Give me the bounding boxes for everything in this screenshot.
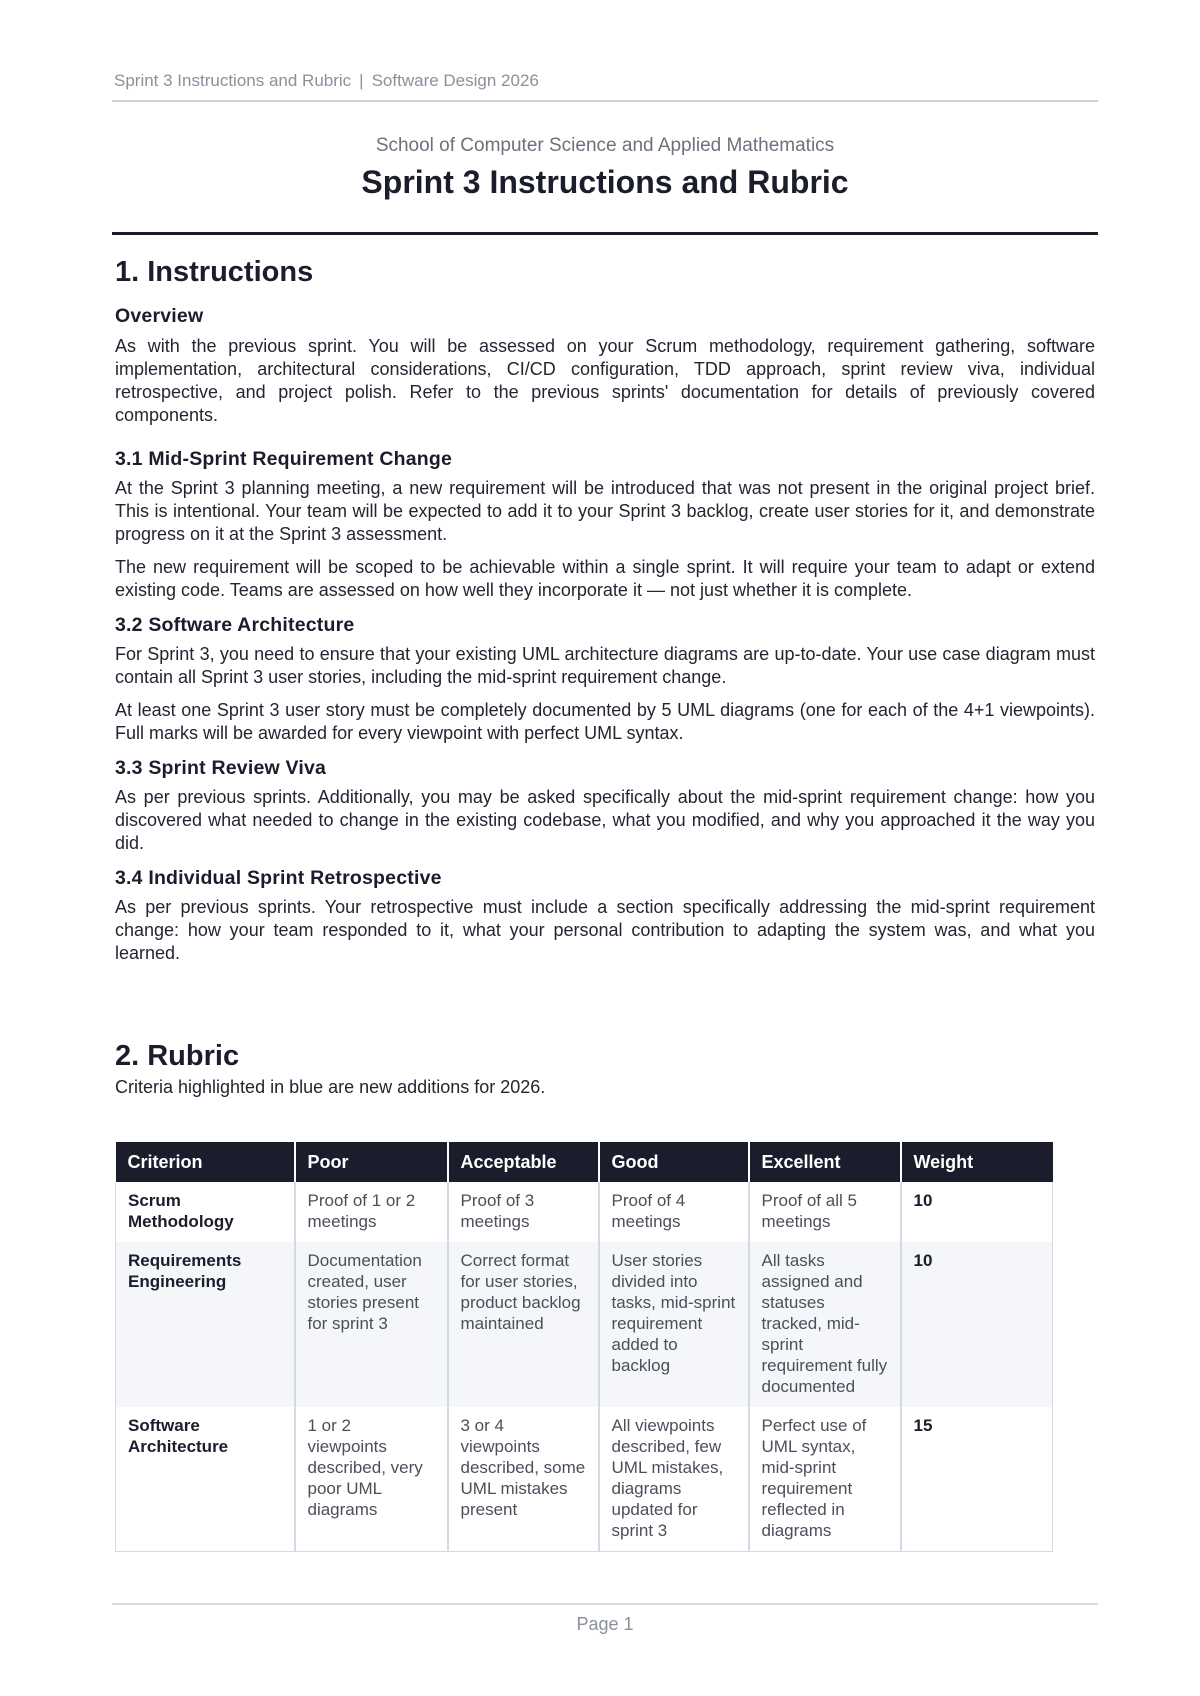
subsection-heading-3-4: 3.4 Individual Sprint Retrospective [115,867,442,889]
excellent-cell: Proof of all 5 meetings [749,1182,901,1242]
school-name: School of Computer Science and Applied Mathematics [375,135,835,156]
good-cell: All viewpoints described, few UML mistakes, diagrams updated for sprint 3 [599,1407,749,1552]
column-header-acceptable: Acceptable [448,1142,599,1182]
running-header-course: Software Design 2026 [371,71,539,90]
excellent-cell: Perfect use of UML syntax, mid-sprint requirement reflected in diagrams [749,1407,901,1552]
table-row [116,1182,1053,1242]
section-heading-instructions: 1. Instructions [115,256,314,288]
poor-cell: 1 or 2 viewpoints described, very poor UML diagrams [295,1407,448,1552]
acceptable-cell: 3 or 4 viewpoints described, some UML mistakes present [448,1407,599,1552]
rubric-note: Criteria highlighted in blue are new additions for 2026. [115,1077,546,1097]
acceptable-cell: Correct format for user stories, product backlog maintained [448,1242,599,1407]
running-header [114,71,539,91]
criterion-cell: Software Architecture [116,1407,295,1552]
column-header-excellent: Excellent [749,1142,901,1182]
weight-cell: 10 [901,1242,1053,1407]
subsection-3-2-paragraph-1: For Sprint 3, you need to ensure that your existing UML architecture diagrams are up-to-date. Your use case diagram must contain all Sprint 3 user stories, including the mid-sprint requirement change. [115,644,1095,687]
running-header-separator: | [359,71,364,90]
overview-paragraph: As with the previous sprint. You will be assessed on your Scrum methodology, requirement gathering, software implementation, architectural considerations, CI/CD configuration, TDD approach, sprint review viva, individual retrospective, and project polish. Refer to the previous sprints' documentation for details of previously covered components. [115,336,1095,425]
table-row [116,1407,1053,1552]
header-divider [112,100,1098,102]
acceptable-cell: Proof of 3 meetings [448,1182,599,1242]
title-divider [112,232,1098,235]
table-row [116,1242,1053,1407]
column-header-good: Good [599,1142,749,1182]
document-title: Sprint 3 Instructions and Rubric [361,164,849,200]
subsection-3-1-paragraph-1: At the Sprint 3 planning meeting, a new requirement will be introduced that was not present in the original project brief. This is intentional. Your team will be expected to add it to your Sprint 3 backlog, create user stories for it, and demonstrate progress on it at the Sprint 3 assessment. [115,478,1095,544]
subsection-3-2-paragraph-2: At least one Sprint 3 user story must be completely documented by 5 UML diagrams (one for each of the 4+1 viewpoints). Full marks will be awarded for every viewpoint with perfect UML syntax. [115,700,1095,743]
good-cell: Proof of 4 meetings [599,1182,749,1242]
rubric-header-row [116,1142,1053,1182]
subsection-heading-3-2: 3.2 Software Architecture [115,614,355,636]
criterion-cell: Requirements Engineering [116,1242,295,1407]
poor-cell: Documentation created, user stories present for sprint 3 [295,1242,448,1407]
overview-heading: Overview [115,305,204,327]
subsection-3-1-paragraph-2: The new requirement will be scoped to be achievable within a single sprint. It will require your team to adapt or extend existing code. Teams are assessed on how well they incorporate it — not just whether it is complete. [115,557,1095,600]
rubric-table [115,1142,1053,1552]
weight-cell: 10 [901,1182,1053,1242]
subsection-3-4-paragraph-1: As per previous sprints. Your retrospective must include a section specifically addressing the mid-sprint requirement change: how your team responded to it, what your personal contribution to adapting the system was, and what you learned. [115,897,1095,963]
good-cell: User stories divided into tasks, mid-sprint requirement added to backlog [599,1242,749,1407]
column-header-criterion: Criterion [116,1142,295,1182]
footer-divider [112,1603,1098,1605]
page-number: Page 1 [576,1614,634,1634]
subsection-heading-3-3: 3.3 Sprint Review Viva [115,757,327,779]
poor-cell: Proof of 1 or 2 meetings [295,1182,448,1242]
criterion-cell: Scrum Methodology [116,1182,295,1242]
weight-cell: 15 [901,1407,1053,1552]
subsection-3-3-paragraph-1: As per previous sprints. Additionally, you may be asked specifically about the mid-sprint requirement change: how you discovered what needed to change in the existing codebase, what you modified, and why you approached it the way you did. [115,787,1095,853]
column-header-weight: Weight [901,1142,1053,1182]
subsection-heading-3-1: 3.1 Mid-Sprint Requirement Change [115,448,453,470]
excellent-cell: All tasks assigned and statuses tracked, mid-sprint requirement fully documented [749,1242,901,1407]
section-heading-rubric: 2. Rubric [115,1040,240,1072]
running-header-title: Sprint 3 Instructions and Rubric [114,71,352,90]
column-header-poor: Poor [295,1142,448,1182]
